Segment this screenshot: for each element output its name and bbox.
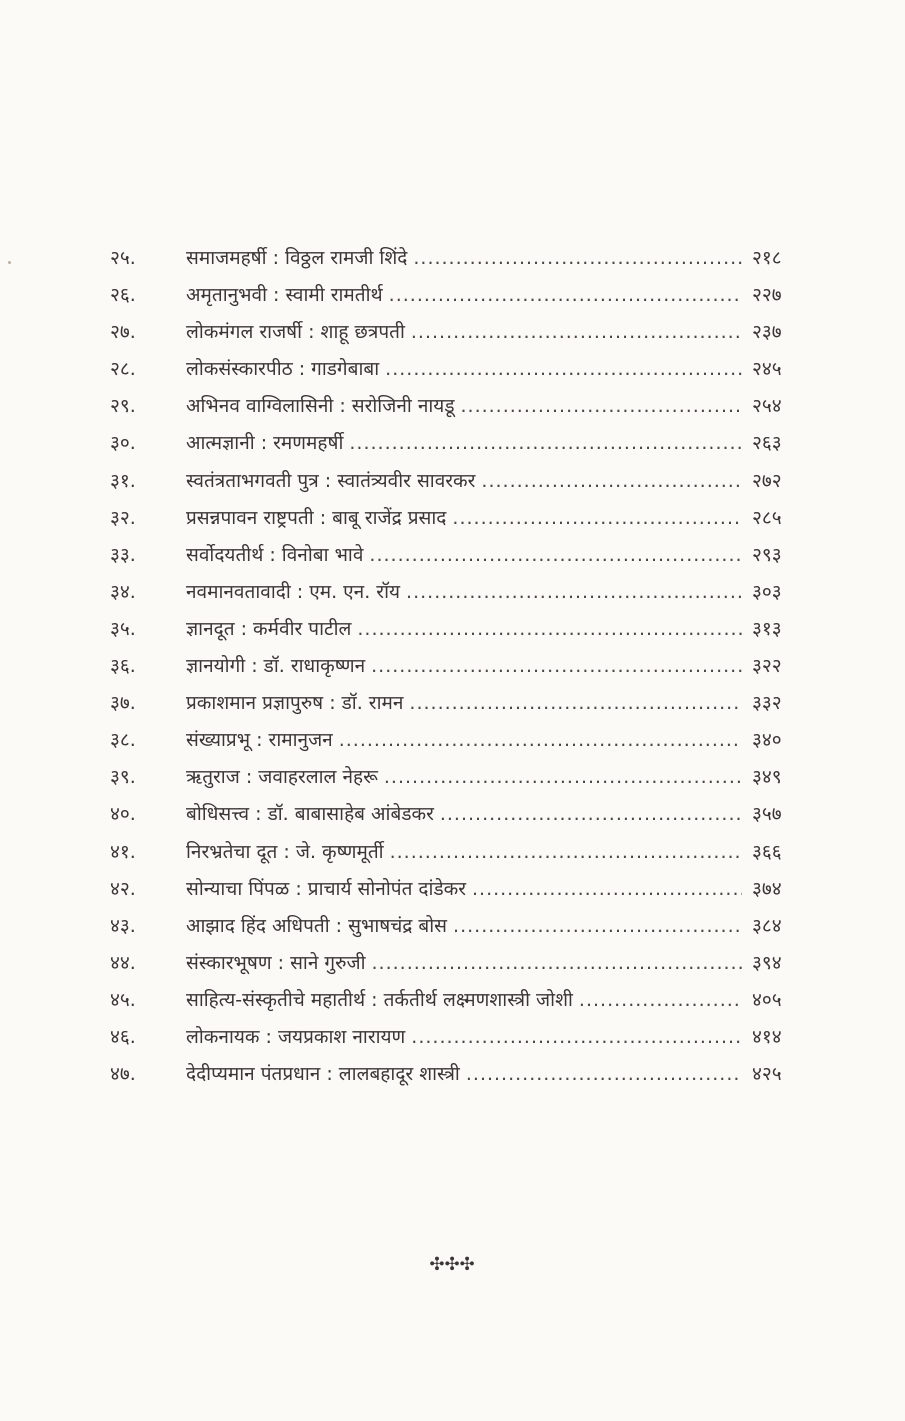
- entry-title: नवमानवतावादी : एम. एन. रॉय: [186, 580, 401, 603]
- dot-leader: [453, 908, 742, 945]
- toc-entry[interactable]: [0, 908, 905, 945]
- entry-title: आत्मज्ञानी : रमणमहर्षी: [186, 432, 344, 455]
- entry-page-number: २४५: [752, 358, 782, 381]
- entry-number: ३४.: [110, 580, 136, 603]
- entry-page-number: २९३: [752, 543, 782, 566]
- toc-entry[interactable]: [0, 537, 905, 574]
- entry-number: ३२.: [110, 506, 136, 529]
- toc-entry[interactable]: [0, 240, 905, 277]
- entry-title: लोकनायक : जयप्रकाश नारायण: [186, 1025, 406, 1048]
- dot-leader: [472, 871, 742, 908]
- toc-entry[interactable]: [0, 796, 905, 833]
- dot-leader: [579, 982, 742, 1019]
- dot-leader: [481, 463, 742, 500]
- entry-number: ४७.: [110, 1063, 136, 1086]
- entry-title: स्वतंत्रताभगवती पुत्र : स्वातंत्र्यवीर सावरकर: [186, 469, 476, 492]
- entry-page-number: ३१३: [752, 617, 782, 640]
- entry-title: लोकसंस्कारपीठ : गाडगेबाबा: [186, 358, 380, 381]
- dot-leader: [369, 537, 742, 574]
- entry-title: संख्याप्रभू : रामानुजन: [186, 729, 333, 752]
- entry-page-number: २३७: [752, 321, 782, 344]
- entry-page-number: ३०३: [752, 580, 782, 603]
- entry-page-number: ३४०: [752, 729, 782, 752]
- toc-entry[interactable]: [0, 648, 905, 685]
- toc-entry[interactable]: [0, 871, 905, 908]
- entry-number: ४०.: [110, 803, 136, 826]
- entry-number: २५.: [110, 247, 136, 269]
- dot-leader: [384, 759, 742, 796]
- table-of-contents: [0, 240, 905, 1093]
- dot-leader: [406, 574, 742, 611]
- toc-entry[interactable]: [0, 351, 905, 388]
- dot-leader: [389, 277, 742, 314]
- entry-page-number: ४२५: [752, 1063, 782, 1086]
- entry-page-number: ४१४: [752, 1025, 782, 1048]
- entry-title-line: [186, 945, 742, 982]
- entry-title-line: [186, 351, 742, 388]
- entry-page-number: २६३: [752, 432, 782, 455]
- entry-number: ४६.: [110, 1025, 136, 1048]
- entry-title: साहित्य-संस्कृतीचे महातीर्थ : तर्कतीर्थ लक्ष्मणशास्त्री जोशी: [186, 988, 573, 1011]
- entry-number: ३५.: [110, 617, 136, 640]
- entry-number: ३३.: [110, 543, 136, 566]
- end-ornament: ✣✣✣: [429, 1254, 475, 1275]
- toc-entry[interactable]: [0, 685, 905, 722]
- dot-leader: [440, 796, 742, 833]
- toc-entry[interactable]: [0, 1019, 905, 1056]
- dot-leader: [411, 1019, 742, 1056]
- toc-entry[interactable]: [0, 425, 905, 462]
- entry-title: अभिनव वाग्विलासिनी : सरोजिनी नायडू: [186, 395, 455, 418]
- entry-page-number: ३८४: [752, 914, 782, 937]
- toc-entry[interactable]: [0, 722, 905, 759]
- entry-title-line: [186, 240, 742, 277]
- entry-title-line: [186, 759, 742, 796]
- entry-page-number: ३२२: [752, 655, 782, 678]
- entry-title-line: [186, 314, 742, 351]
- entry-number: ४४.: [110, 951, 136, 974]
- entry-page-number: ४०५: [752, 988, 782, 1011]
- entry-page-number: ३६६: [752, 840, 782, 863]
- entry-title: ज्ञानयोगी : डॉ. राधाकृष्णन: [186, 655, 366, 678]
- entry-title: समाजमहर्षी : विठ्ठल रामजी शिंदे: [186, 247, 408, 269]
- entry-title: संस्कारभूषण : साने गुरुजी: [186, 951, 366, 974]
- entry-title-line: [186, 796, 742, 833]
- entry-number: २९.: [110, 395, 136, 418]
- entry-title-line: [186, 982, 742, 1019]
- entry-title-line: [186, 834, 742, 871]
- entry-number: ४३.: [110, 914, 136, 937]
- entry-number: २८.: [110, 358, 136, 381]
- entry-title-line: [186, 1056, 742, 1093]
- entry-number: २६.: [110, 284, 136, 307]
- entry-page-number: ३४९: [752, 766, 782, 789]
- dot-leader: [411, 314, 742, 351]
- entry-number: ४२.: [110, 877, 136, 900]
- entry-number: ३०.: [110, 432, 136, 455]
- entry-title-line: [186, 722, 742, 759]
- entry-title-line: [186, 537, 742, 574]
- entry-title: बोधिसत्त्व : डॉ. बाबासाहेब आंबेडकर: [186, 803, 434, 826]
- entry-page-number: २२७: [752, 284, 782, 307]
- toc-entry[interactable]: [0, 945, 905, 982]
- entry-title: अमृतानुभवी : स्वामी रामतीर्थ: [186, 284, 383, 307]
- entry-title-line: [186, 388, 742, 425]
- entry-title: सोन्याचा पिंपळ : प्राचार्य सोनोपंत दांडेकर: [186, 877, 466, 900]
- toc-entry[interactable]: [0, 982, 905, 1019]
- dot-leader: [357, 611, 742, 648]
- entry-page-number: २८५: [752, 506, 782, 529]
- entry-page-number: २१८: [752, 247, 782, 269]
- toc-entry[interactable]: [0, 277, 905, 314]
- entry-number: ३९.: [110, 766, 136, 789]
- dot-leader: [460, 388, 742, 425]
- dot-leader: [390, 834, 742, 871]
- entry-title-line: [186, 277, 742, 314]
- entry-number: ४५.: [110, 988, 136, 1011]
- dot-leader: [372, 945, 742, 982]
- entry-page-number: २७२: [752, 469, 782, 492]
- dot-leader: [371, 648, 742, 685]
- entry-title: प्रसन्नपावन राष्ट्रपती : बाबू राजेंद्र प्रसाद: [186, 506, 447, 529]
- dot-leader: [339, 722, 742, 759]
- entry-title: प्रकाशमान प्रज्ञापुरुष : डॉ. रामन: [186, 692, 404, 715]
- entry-page-number: ३५७: [752, 803, 782, 826]
- entry-title-line: [186, 908, 742, 945]
- toc-entry[interactable]: [0, 574, 905, 611]
- entry-number: ४१.: [110, 840, 136, 863]
- dot-leader: [385, 351, 742, 388]
- toc-entry[interactable]: [0, 388, 905, 425]
- entry-title-line: [186, 1019, 742, 1056]
- entry-title: सर्वोदयतीर्थ : विनोबा भावे: [186, 543, 364, 566]
- dot-leader: [452, 500, 742, 537]
- entry-title: आझाद हिंद अधिपती : सुभाषचंद्र बोस: [186, 914, 448, 937]
- entry-page-number: ३९४: [752, 951, 782, 974]
- entry-title: ऋतुराज : जवाहरलाल नेहरू: [186, 766, 378, 789]
- entry-title-line: [186, 871, 742, 908]
- entry-title-line: [186, 425, 742, 462]
- entry-title-line: [186, 685, 742, 722]
- toc-entry[interactable]: [0, 611, 905, 648]
- entry-title: देदीप्यमान पंतप्रधान : लालबहादूर शास्त्री: [186, 1063, 460, 1086]
- entry-title-line: [186, 648, 742, 685]
- entry-number: ३७.: [110, 692, 136, 715]
- dot-leader: [413, 240, 742, 277]
- toc-entry[interactable]: [0, 759, 905, 796]
- entry-title-line: [186, 463, 742, 500]
- entry-title: ज्ञानदूत : कर्मवीर पाटील: [186, 617, 352, 640]
- entry-title-line: [186, 611, 742, 648]
- dot-leader: [349, 425, 742, 462]
- entry-number: २७.: [110, 321, 136, 344]
- toc-entry[interactable]: [0, 500, 905, 537]
- entry-title: लोकमंगल राजर्षी : शाहू छत्रपती: [186, 321, 405, 344]
- entry-title: निरभ्रतेचा दूत : जे. कृष्णमूर्ती: [186, 840, 384, 863]
- toc-entry[interactable]: [0, 834, 905, 871]
- toc-entry[interactable]: [0, 463, 905, 500]
- toc-entry[interactable]: [0, 314, 905, 351]
- entry-title-line: [186, 574, 742, 611]
- dot-leader: [466, 1056, 742, 1093]
- entry-number: ३१.: [110, 469, 136, 492]
- entry-page-number: २५४: [752, 395, 782, 418]
- entry-page-number: ३३२: [752, 692, 782, 715]
- entry-number: ३८.: [110, 729, 136, 752]
- dot-leader: [409, 685, 742, 722]
- toc-entry[interactable]: [0, 1056, 905, 1093]
- entry-title-line: [186, 500, 742, 537]
- entry-number: ३६.: [110, 655, 136, 678]
- entry-page-number: ३७४: [752, 877, 782, 900]
